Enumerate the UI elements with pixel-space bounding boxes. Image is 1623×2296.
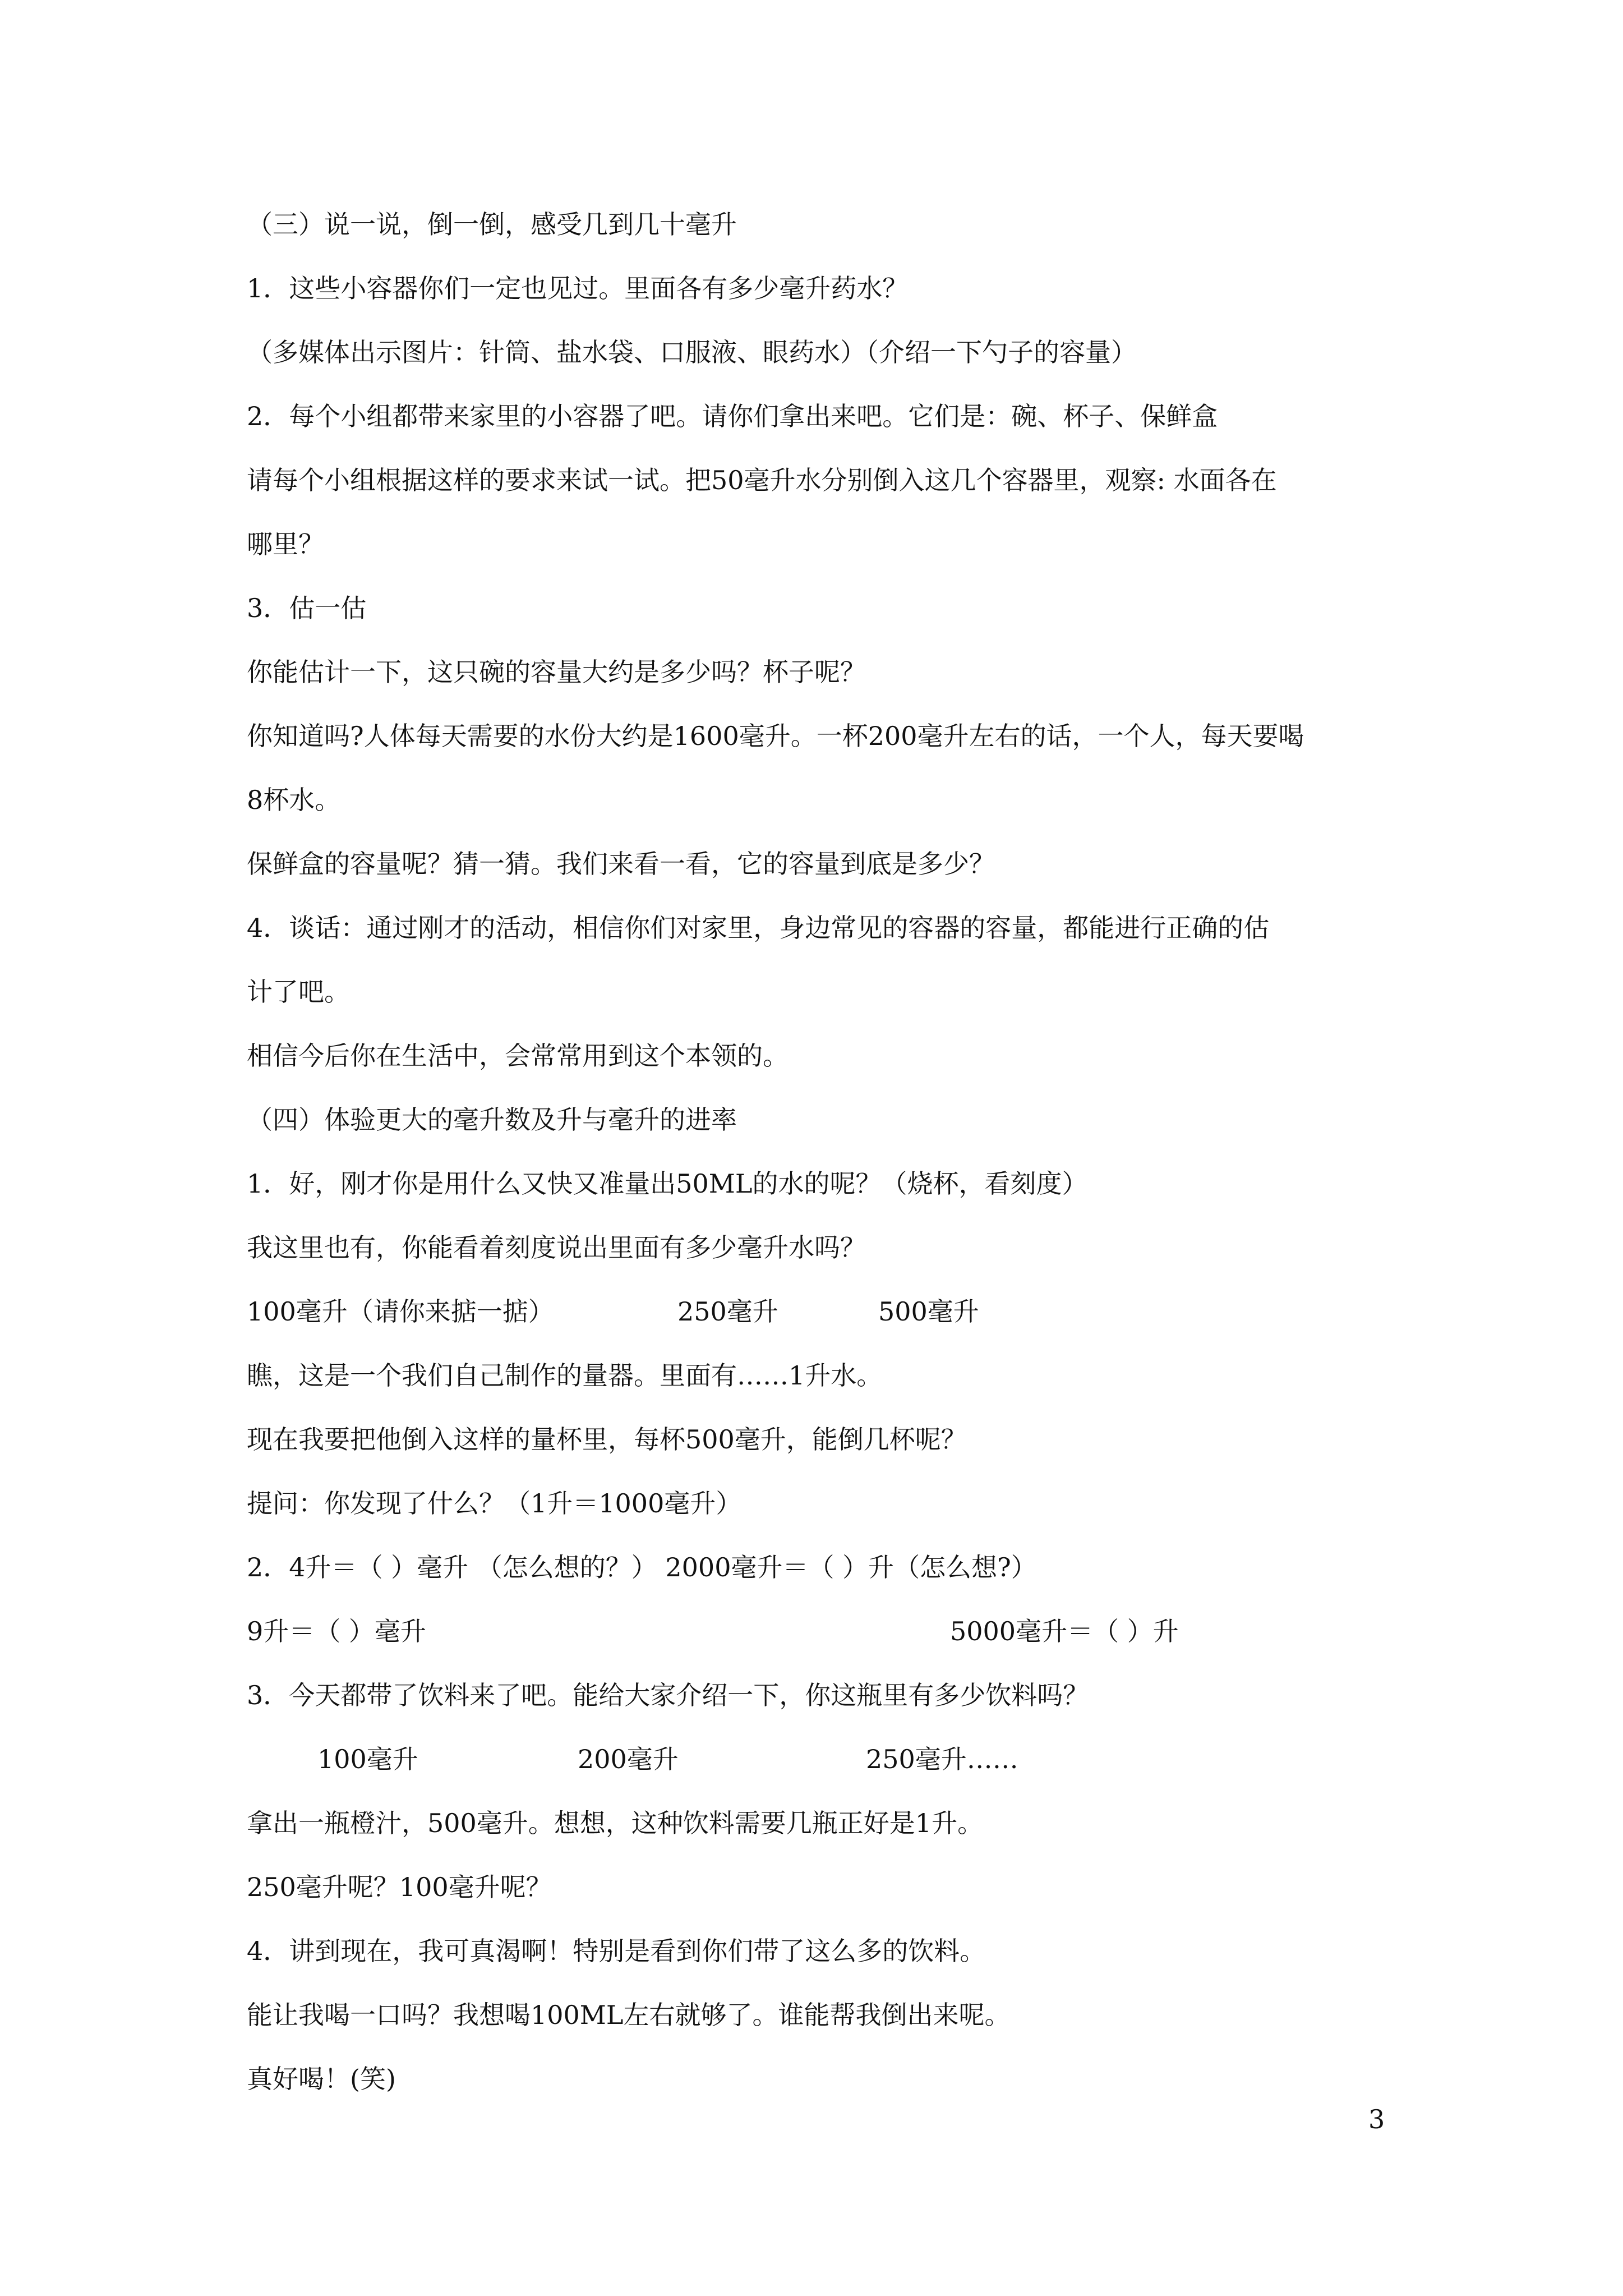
text-line: 250毫升呢？100毫升呢？ [247, 1872, 552, 1902]
text-line: 瞧，这是一个我们自己制作的量器。里面有……1升水。 [247, 1360, 883, 1391]
text-line: 请每个小组根据这样的要求来试一试。把50毫升水分别倒入这几个容器里，观察: 水面各在 [247, 465, 1277, 495]
volume-item: 100毫升（请你来掂一掂） [247, 1296, 554, 1327]
text-line: 4．讲到现在，我可真渴啊！特别是看到你们带了这么多的饮料。 [247, 1936, 986, 1966]
text-line: 计了吧。 [247, 977, 350, 1007]
text-line: 能让我喝一口吗？我想喝100ML左右就够了。谁能帮我倒出来呢。 [247, 2000, 1011, 2030]
text-line: 2．每个小组都带来家里的小容器了吧。请你们拿出来吧。它们是：碗、杯子、保鲜盒 [247, 401, 1218, 431]
text-line: （多媒体出示图片：针筒、盐水袋、口服液、眼药水）（介绍一下勺子的容量） [247, 337, 1137, 367]
text-line: 提问：你发现了什么？（1升＝1000毫升） [247, 1488, 742, 1519]
volume-item: 200毫升 [578, 1744, 679, 1774]
volume-item: 250毫升 [677, 1296, 778, 1327]
text-line: 8杯水。 [247, 785, 341, 815]
exercise-line: 2．4升＝（ ）毫升 （怎么想的？） 2000毫升＝（ ）升（怎么想?） [247, 1552, 1037, 1582]
text-line: 哪里？ [247, 529, 324, 559]
text-line: 4．谈话：通过刚才的活动，相信你们对家里，身边常见的容器的容量，都能进行正确的估 [247, 913, 1270, 943]
text-line: 保鲜盒的容量呢？猜一猜。我们来看一看，它的容量到底是多少？ [247, 849, 995, 879]
volume-item: 100毫升 [317, 1744, 418, 1774]
text-line: 我这里也有，你能看着刻度说出里面有多少毫升水吗？ [247, 1232, 866, 1263]
text-line: 1．这些小容器你们一定也见过。里面各有多少毫升药水？ [247, 273, 909, 303]
volume-item: 500毫升 [878, 1296, 979, 1327]
exercise-item: 5000毫升＝（ ）升 [950, 1616, 1179, 1646]
text-line: 真好喝！(笑) [247, 2064, 396, 2094]
volume-item: 250毫升…… [866, 1744, 1018, 1774]
text-line: 你能估计一下，这只碗的容量大约是多少吗？杯子呢？ [247, 657, 866, 687]
page-number: 3 [1368, 2104, 1385, 2134]
exercise-item: 9升＝（ ）毫升 [247, 1616, 426, 1646]
text-line: 现在我要把他倒入这样的量杯里，每杯500毫升，能倒几杯呢？ [247, 1424, 967, 1455]
text-line: 你知道吗?人体每天需要的水份大约是1600毫升。一杯200毫升左右的话，一个人，每天要喝 [247, 721, 1304, 751]
text-line: 1．好，刚才你是用什么又快又准量出50ML的水的呢？（烧杯，看刻度） [247, 1168, 1088, 1199]
text-line: 相信今后你在生活中，会常常用到这个本领的。 [247, 1041, 789, 1071]
section-heading-3: （三）说一说，倒一倒，感受几到几十毫升 [247, 209, 737, 240]
text-line: 3．估一估 [247, 593, 367, 623]
text-line: 3．今天都带了饮料来了吧。能给大家介绍一下，你这瓶里有多少饮料吗？ [247, 1680, 1089, 1710]
section-heading-4: （四）体验更大的毫升数及升与毫升的进率 [247, 1105, 737, 1135]
text-line: 拿出一瓶橙汁，500毫升。想想，这种饮料需要几瓶正好是1升。 [247, 1808, 984, 1838]
